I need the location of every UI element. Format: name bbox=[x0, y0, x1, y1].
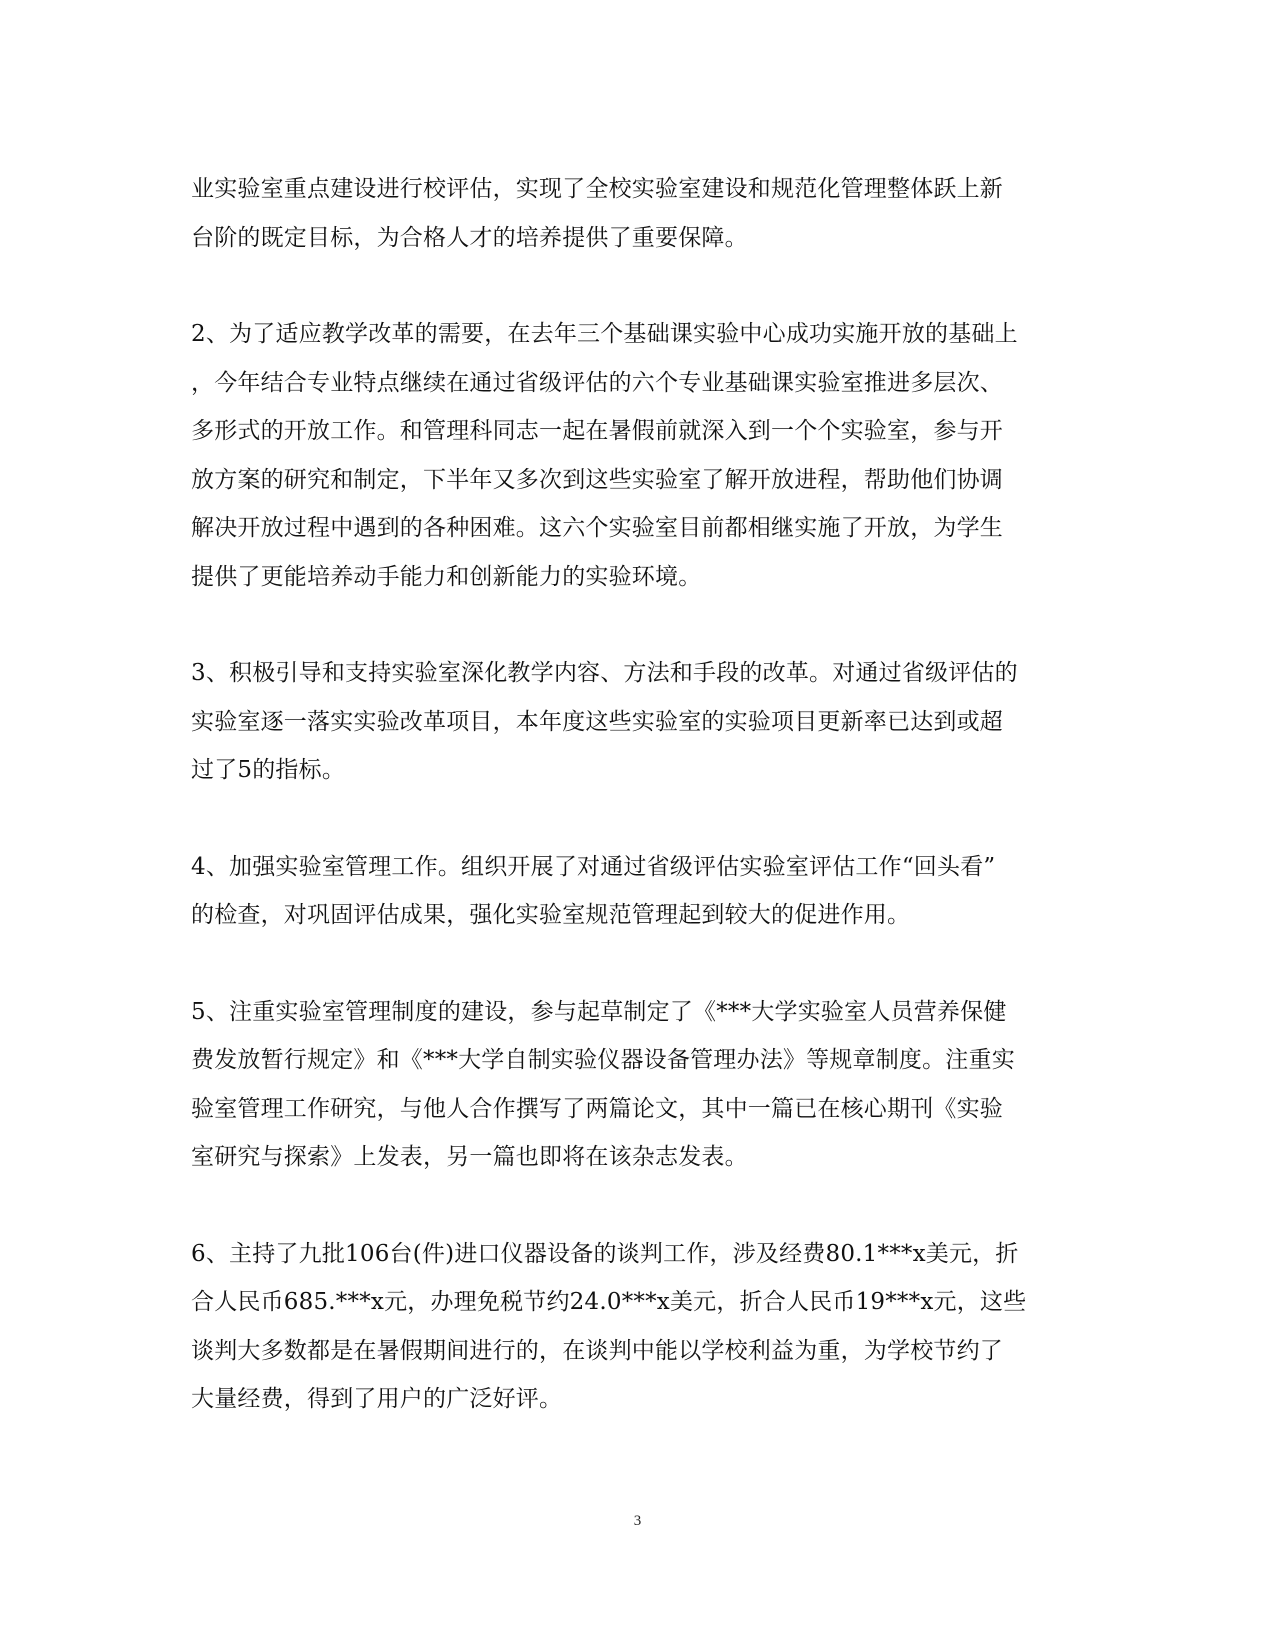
paragraph-item-3: 3、积极引导和支持实验室深化教学内容、方法和手段的改革。对通过省级评估的 实验室逐一落实实验改革项目，本年度这些实验室的实验项目更新率已达到或超 过了5的指标。 bbox=[191, 660, 1018, 783]
paragraph-item-6: 6、主持了九批106台(件)进口仪器设备的谈判工作，涉及经费80.1***x美元，折 合人民币685.***x元，办理免税节约24.0***x美元，折合人民币19***x元，这些 谈判大多数都是在暑假期间进行的，在谈判中能以学校利益为重，为学校节约了 大量经费，得到了用户的广泛好评。 bbox=[191, 1240, 1027, 1412]
paragraph-item-2: 2、为了适应教学改革的需要，在去年三个基础课实验中心成功实施开放的基础上 ，今年结合专业特点继续在通过省级评估的六个专业基础课实验室推进多层次、 多形式的开放工作。和管理科同志一起在暑假前就深入到一个个实验室，参与开 放方案的研究和制定，下半年又多次到这些实验室了解开放进程，帮助他们协调 解决开放过程中遇到的各种困难。这六个实验室目前都相继实施了开放，为学生 提供了更能培养动手能力和创新能力的实验环境。 bbox=[191, 321, 1018, 590]
paragraph-item-5: 5、注重实验室管理制度的建设，参与起草制定了《***大学实验室人员营养保健 费发放暂行规定》和《***大学自制实验仪器设备管理办法》等规章制度。注重实 验室管理工作研究，与他人合作撰写了两篇论文，其中一篇已在核心期刊《实验 室研究与探索》上发表，另一篇也即将在该杂志发表。 bbox=[191, 998, 1015, 1170]
page-number: 3 bbox=[633, 1513, 642, 1529]
paragraph-continuation: 业实验室重点建设进行校评估，实现了全校实验室建设和规范化管理整体跃上新 台阶的既定目标，为合格人才的培养提供了重要保障。 bbox=[191, 176, 1003, 251]
paragraph-item-4: 4、加强实验室管理工作。组织开展了对通过省级评估实验室评估工作“回头看” 的检查，对巩固评估成果，强化实验室规范管理起到较大的促进作用。 bbox=[191, 853, 996, 928]
document-body bbox=[191, 165, 1086, 1472]
